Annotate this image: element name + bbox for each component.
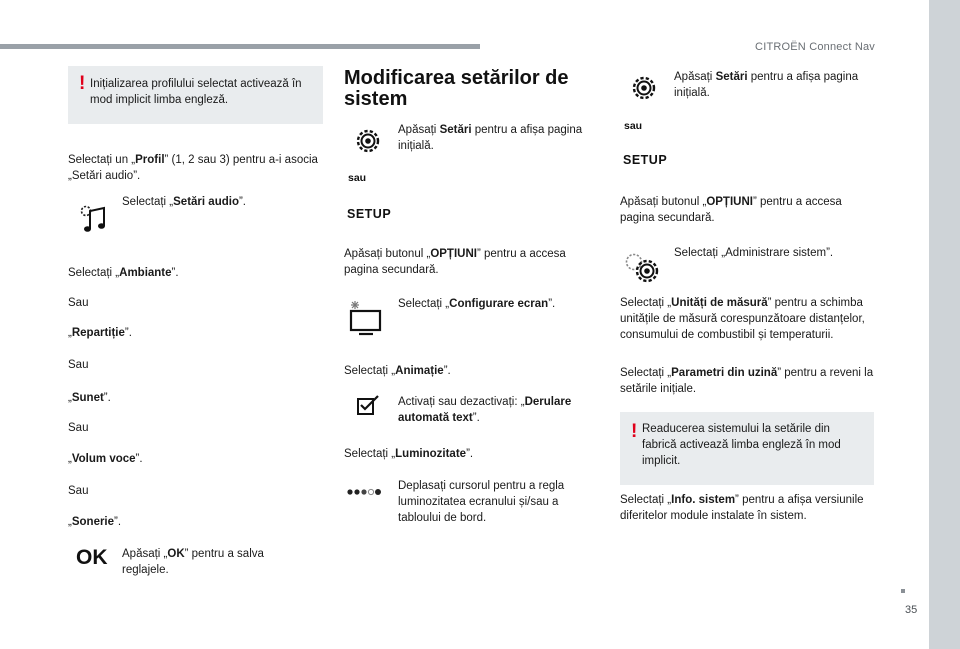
ok-instruction — [122, 546, 292, 578]
or-label: sau — [348, 172, 367, 184]
text: ” (1, 2 sau 3) pentru a-i asocia „Setări audio”. — [68, 154, 318, 182]
voice-volume-term: Volum voce — [71, 453, 136, 465]
repartition-line — [68, 325, 132, 341]
page-number: 35 — [905, 604, 918, 616]
ok-button-label: OK — [76, 546, 108, 569]
text: ” pentru a reveni la setările inițiale. — [620, 367, 874, 395]
press-settings-text — [398, 122, 598, 154]
text: Apăsați „ — [122, 548, 168, 560]
info-term: Info. sistem — [671, 494, 736, 506]
warning-note — [68, 66, 323, 124]
text: „ — [68, 516, 72, 528]
options-instruction — [620, 194, 870, 226]
autoscroll-instruction — [398, 394, 593, 426]
options-term: OPȚIUNI — [706, 196, 753, 208]
sound-line — [68, 390, 111, 406]
ambiance-line — [68, 265, 179, 281]
text: Selectați „ — [122, 196, 174, 208]
or-label: sau — [624, 120, 643, 132]
text: pentru a afișa pagina inițială. — [674, 71, 859, 99]
voice-volume-line — [68, 451, 143, 467]
text: ” pentru a accesa pagina secundară. — [620, 196, 842, 224]
audio-term: Setări audio — [173, 196, 239, 208]
warning-icon: ! — [79, 73, 86, 94]
warning-text: Readucerea sistemului la setările din fabrică activează limba engleză în mod implicit. — [642, 423, 841, 467]
screen-config-term: Configurare ecran — [449, 298, 549, 310]
brightness-slider-icon — [346, 486, 386, 498]
profile-term: Profil — [135, 154, 165, 166]
factory-term: Parametri din uzină — [671, 367, 778, 379]
ringtone-term: Sonerie — [71, 516, 115, 528]
units-instruction — [620, 295, 875, 343]
text: „ — [68, 327, 72, 339]
repartition-term: Repartiție — [71, 327, 125, 339]
text: ”. — [114, 516, 122, 528]
warning-note — [620, 412, 874, 485]
text: Selectați „ — [620, 367, 672, 379]
text: pentru a afișa pagina inițială. — [398, 124, 583, 152]
warning-icon: ! — [631, 421, 638, 442]
text: Selectați „ — [344, 448, 396, 460]
text: ”. — [443, 365, 451, 377]
header-bar — [0, 44, 480, 49]
text: Selectați „ — [620, 494, 672, 506]
or-label: Sau — [68, 485, 89, 497]
slider-instruction: Deplasați cursorul pentru a regla luminozitatea ecranului și/sau a tabloului de bord. — [398, 480, 565, 524]
ringtone-line — [68, 514, 121, 530]
text: „ — [68, 453, 72, 465]
text: Selectați „ — [620, 297, 672, 309]
text: „ — [68, 392, 72, 404]
autoscroll-term: Derulare automată text — [398, 396, 572, 424]
options-instruction — [344, 246, 584, 278]
profile-instruction — [68, 152, 318, 184]
checkbox-icon — [356, 394, 380, 416]
text: Selectați un „ — [68, 154, 136, 166]
system-admin-icon — [621, 250, 663, 286]
text: ”. — [171, 267, 179, 279]
text: ” pentru a afișa versiunile diferitelor module instalate în sistem. — [620, 494, 864, 522]
page-edge-tab — [929, 0, 960, 649]
section-title: Modificarea setărilor de sistem — [344, 67, 569, 110]
brand-title: CITROËN Connect Nav — [755, 41, 875, 53]
settings-term: Setări — [715, 71, 748, 83]
text: Selectați „ — [344, 365, 396, 377]
animation-term: Animație — [395, 365, 444, 377]
text: ”. — [124, 327, 132, 339]
text: ” pentru a schimba unitățile de măsură corespunzătoare distanțelor, consumului de combustibil și temperaturii. — [620, 297, 865, 341]
or-label: Sau — [68, 297, 89, 309]
text: Apăsați — [674, 71, 716, 83]
info-instruction — [620, 492, 880, 524]
text: Apăsați butonul „ — [344, 248, 431, 260]
setup-button-label: SETUP — [347, 207, 392, 221]
or-label: Sau — [68, 422, 89, 434]
text: Apăsați butonul „ — [620, 196, 707, 208]
text: ”. — [135, 453, 143, 465]
text: ” pentru a salva reglajele. — [122, 548, 264, 576]
screen-config-instruction — [398, 296, 598, 312]
ambiance-term: Ambiante — [119, 267, 172, 279]
sound-term: Sunet — [71, 392, 104, 404]
audio-instruction — [122, 194, 312, 210]
gear-icon — [352, 125, 384, 157]
press-settings-text — [674, 69, 874, 101]
factory-instruction — [620, 365, 875, 397]
warning-text: Inițializarea profilului selectat activează în mod implicit limba engleză. — [90, 78, 302, 106]
units-term: Unități de măsură — [671, 297, 768, 309]
screen-settings-icon — [347, 300, 385, 336]
brightness-term: Luminozitate — [395, 448, 467, 460]
options-term: OPȚIUNI — [430, 248, 477, 260]
text: ”. — [472, 412, 480, 424]
text: ”. — [103, 392, 111, 404]
gear-icon — [628, 72, 660, 104]
text: ”. — [466, 448, 474, 460]
text: ” pentru a accesa pagina secundară. — [344, 248, 566, 276]
setup-button-label: SETUP — [623, 153, 668, 167]
ok-term: OK — [167, 548, 185, 560]
brightness-line — [344, 446, 473, 462]
or-label: Sau — [68, 359, 89, 371]
text: Activați sau dezactivați: „ — [398, 396, 525, 408]
audio-settings-icon — [76, 200, 110, 236]
text: Apăsați — [398, 124, 440, 136]
text: ”. — [548, 298, 556, 310]
text: ”. — [238, 196, 246, 208]
text: Selectați „ — [398, 298, 450, 310]
animation-line — [344, 363, 451, 379]
text: Selectați „ — [68, 267, 120, 279]
admin-instruction: Selectați „Administrare sistem”. — [674, 247, 834, 259]
settings-term: Setări — [439, 124, 472, 136]
page-marker — [901, 589, 905, 593]
